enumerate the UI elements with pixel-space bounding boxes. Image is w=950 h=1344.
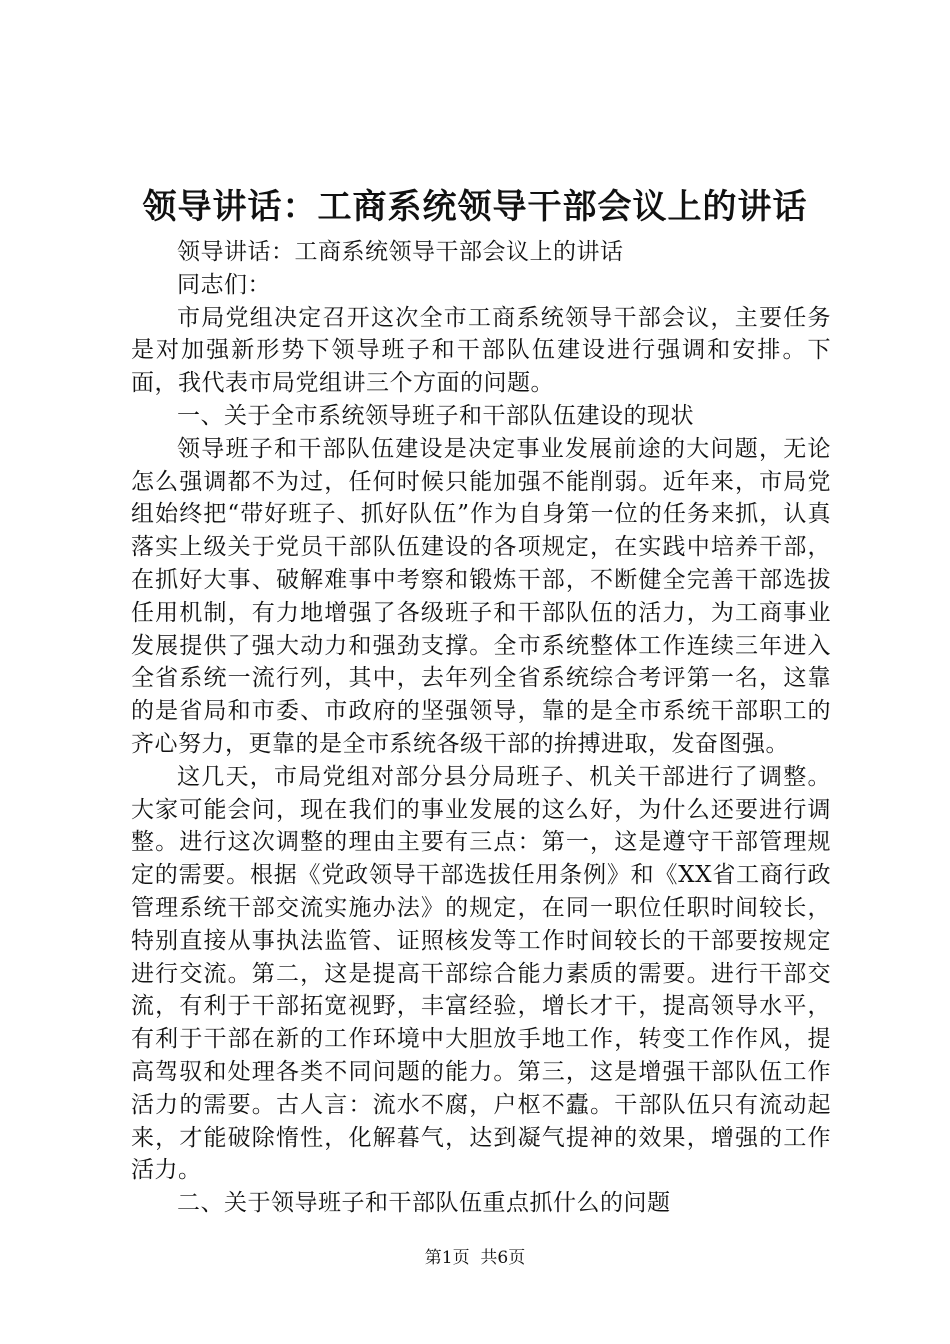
paragraph-subtitle: 领导讲话：工商系统领导干部会议上的讲话 [177,239,624,265]
section-heading-2: 二、关于领导班子和干部队伍重点抓什么的问题 [177,1190,671,1217]
paragraph-salutation: 同志们： [177,271,271,298]
document-body [131,236,831,1220]
paragraph-intro: 市局党组决定召开这次全市工商系统领导干部会议，主要任务是对加强新形势下领导班子和干部队伍建设进行强调和安排。下面，我代表市局党组讲三个方面的问题。 [131,304,831,397]
paragraph-status: 领导班子和干部队伍建设是决定事业发展前途的大问题，无论怎么强调都不为过，任何时候只能加强不能削弱。近年来，市局党组始终把“带好班子、抓好队伍”作为自身第一位的任务来抓，认真落实上级关于党员干部队伍建设的各项规定，在实践中培养干部，在抓好大事、破解难事中考察和锻炼干部，不断健全完善干部选拔任用机制，有力地增强了各级班子和干部队伍的活力，为工商事业发展提供了强大动力和强劲支撑。全市系统整体工作连续三年进入全省系统一流行列，其中，去年列全省系统综合考评第一名，这靠的是省局和市委、市政府的坚强领导，靠的是全市系统干部职工的齐心努力，更靠的是全市系统各级干部的拚搏进取，发奋图强。 [131,435,831,757]
page-number: 第1页 共6页 [424,1248,526,1268]
document-title: 领导讲话：工商系统领导干部会议上的讲话 [142,187,808,227]
section-heading-1: 一、关于全市系统领导班子和干部队伍建设的现状 [177,402,694,429]
paragraph-adjustment: 这几天，市局党组对部分县分局班子、机关干部进行了调整。大家可能会问，现在我们的事业发展的这么好，为什么还要进行调整。进行这次调整的理由主要有三点：第一，这是遵守干部管理规定的需要。根据《党政领导干部选拔任用条例》和《XX省工商行政管理系统干部交流实施办法》的规定，在同一职位任职时间较长，特别直接从事执法监管、证照核发等工作时间较长的干部要按规定进行交流。第二，这是提高干部综合能力素质的需要。进行干部交流，有利于干部拓宽视野，丰富经验，增长才干，提高领导水平，有利于干部在新的工作环境中大胆放手地工作，转变工作作风，提高驾驭和处理各类不同问题的能力。第三，这是增强干部队伍工作活力的需要。古人言：流水不腐，户枢不蠹。干部队伍只有流动起来，才能破除惰性，化解暮气，达到凝气提神的效果，增强的工作活力。 [131,763,831,1184]
page-footer [0,1246,950,1270]
